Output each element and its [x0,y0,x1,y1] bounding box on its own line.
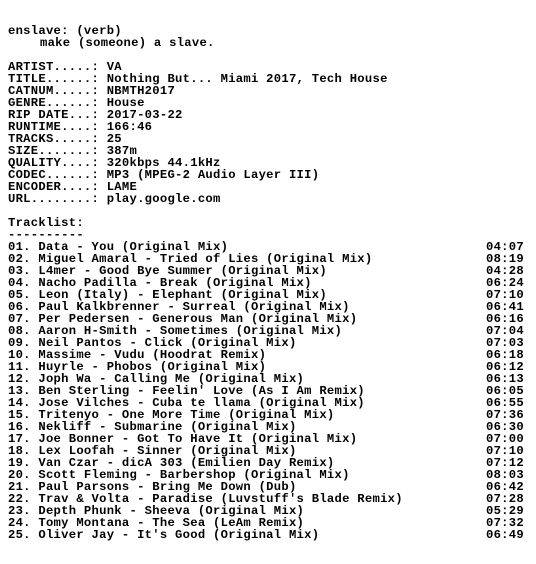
track-duration: 06:49 [486,528,524,542]
track-duration: 06:24 [486,276,524,290]
track-number: 17. [8,432,31,446]
track-duration: 07:04 [486,324,524,338]
info-label: CODEC......: [8,168,100,182]
track-duration: 07:28 [486,492,524,506]
track-title: Per Pedersen - Generous Man (Original Mix) [38,312,358,326]
track-duration: 07:10 [486,288,524,302]
track-number: 25. [8,528,31,542]
info-label: CATNUM.....: [8,84,100,98]
track-title: Miguel Amaral - Tried of Lies (Original Mix) [38,252,373,266]
track-number: 22. [8,492,31,506]
info-label: RUNTIME....: [8,120,100,134]
track-duration: 06:30 [486,420,524,434]
track-title: Tritenyo - One More Time (Original Mix) [38,408,335,422]
info-value: NBMTH2017 [106,84,176,98]
track-title: Scott Fleming - Barbershop (Original Mix) [38,468,350,482]
track-number: 21. [8,480,31,494]
track-number: 06. [8,300,31,314]
track-duration: 08:03 [486,468,524,482]
info-value: LAME [106,180,138,194]
track-title: L4mer - Good Bye Summer (Original Mix) [38,264,327,278]
track-duration: 06:05 [486,384,524,398]
track-duration: 08:19 [486,252,524,266]
track-duration: 07:12 [486,456,524,470]
track-duration: 06:42 [486,480,524,494]
track-duration: 07:03 [486,336,524,350]
info-value: 387m [106,144,138,158]
track-title: Lex Loofah - Sinner (Original Mix) [38,444,297,458]
definition-headword: enslave: (verb) [8,24,122,38]
track-title: Nacho Padilla - Break (Original Mix) [38,276,312,290]
track-duration: 07:32 [486,516,524,530]
track-duration: 06:13 [486,372,524,386]
track-duration: 04:28 [486,264,524,278]
track-title: Huyrle - Phobos (Original Mix) [38,360,267,374]
info-value: 25 [106,132,122,146]
track-duration: 07:10 [486,444,524,458]
track-number: 12. [8,372,31,386]
track-title: Oliver Jay - It's Good (Original Mix) [38,528,320,542]
track-duration: 06:12 [486,360,524,374]
track-title: Aaron H-Smith - Sometimes (Original Mix) [38,324,343,338]
track-duration: 05:29 [486,504,524,518]
track-number: 14. [8,396,31,410]
track-title: Tomy Montana - The Sea (LeAm Remix) [38,516,305,530]
info-value: 320kbps 44.1kHz [106,156,221,170]
track-number: 09. [8,336,31,350]
track-number: 11. [8,360,31,374]
definition-meaning: make (someone) a slave. [40,36,215,50]
info-label: ARTIST.....: [8,60,100,74]
info-label: QUALITY....: [8,156,100,170]
track-number: 04. [8,276,31,290]
track-title: Massime - Vudu (Hoodrat Remix) [38,348,267,362]
track-title: Paul Parsons - Bring Me Down (Dub) [38,480,297,494]
info-value: House [106,96,145,110]
info-label: ENCODER....: [8,180,100,194]
track-number: 20. [8,468,31,482]
track-duration: 06:55 [486,396,524,410]
track-title: Joe Bonner - Got To Have It (Original Mix) [38,432,358,446]
track-number: 13. [8,384,31,398]
info-label: URL........: [8,192,100,206]
track-number: 18. [8,444,31,458]
track-title: Trav & Volta - Paradise (Luvstuff's Blade Remix) [38,492,403,506]
track-number: 05. [8,288,31,302]
info-label: GENRE......: [8,96,100,110]
track-number: 03. [8,264,31,278]
tracklist-rule: ---------- [8,228,84,242]
track-number: 23. [8,504,31,518]
track-duration: 07:36 [486,408,524,422]
info-label: TITLE......: [8,72,100,86]
track-number: 01. [8,240,31,254]
info-value: 2017-03-22 [106,108,183,122]
track-duration: 06:18 [486,348,524,362]
info-label: TRACKS.....: [8,132,100,146]
info-row [8,193,221,205]
track-duration: 06:41 [486,300,524,314]
track-number: 15. [8,408,31,422]
track-title: Van Czar - dicA 303 (Emilien Day Remix) [38,456,335,470]
info-value: VA [106,60,122,74]
track-title: Neil Pantos - Click (Original Mix) [38,336,297,350]
track-number: 24. [8,516,31,530]
track-title: Leon (Italy) - Elephant (Original Mix) [38,288,327,302]
track-number: 10. [8,348,31,362]
track-number: 07. [8,312,31,326]
track-duration: 04:07 [486,240,524,254]
info-value: MP3 (MPEG-2 Audio Layer III) [106,168,320,182]
track-number: 02. [8,252,31,266]
track-title: Nekliff - Submarine (Original Mix) [38,420,297,434]
track-number: 16. [8,420,31,434]
track-number: 19. [8,456,31,470]
track-number: 08. [8,324,31,338]
info-value: 166:46 [106,120,153,134]
track-title: Ben Sterling - Feelin' Love (As I Am Remix) [38,384,365,398]
info-label: SIZE.......: [8,144,100,158]
info-value: Nothing But... Miami 2017, Tech House [106,72,388,86]
info-label: RIP DATE...: [8,108,100,122]
track-title: Jose Vilches - Cuba te llama (Original Mix) [38,396,365,410]
track-duration: 06:16 [486,312,524,326]
track-title: Depth Phunk - Sheeva (Original Mix) [38,504,305,518]
info-value: play.google.com [106,192,221,206]
track-duration: 07:00 [486,432,524,446]
track-title: Joph Wa - Calling Me (Original Mix) [38,372,305,386]
track-title: Data - You (Original Mix) [38,240,229,254]
track-title: Paul Kalkbrenner - Surreal (Original Mix) [38,300,350,314]
track-row [8,529,319,541]
tracklist-heading: Tracklist: [8,216,84,230]
